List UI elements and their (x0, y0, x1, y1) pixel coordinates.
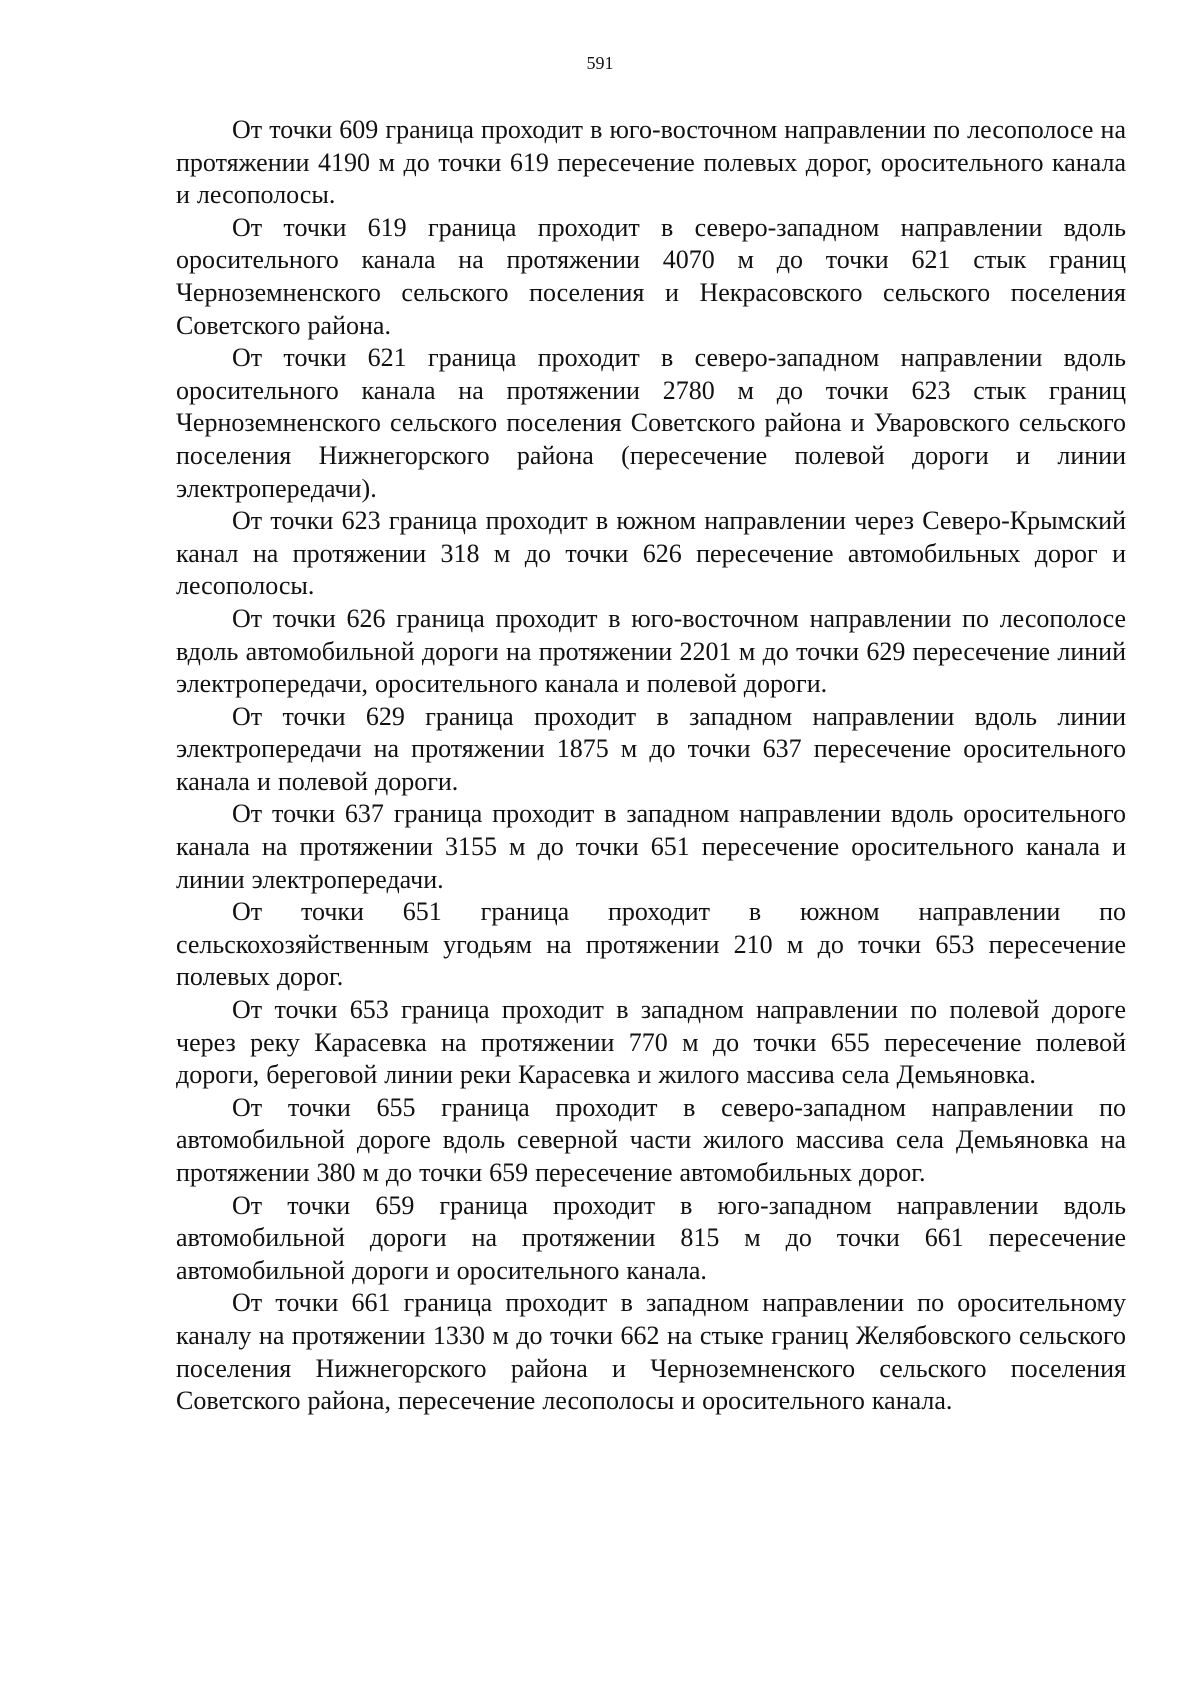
document-body (176, 114, 1126, 1418)
page-number: 591 (586, 53, 614, 73)
paragraph: От точки 626 граница проходит в юго-восточном направлении по лесополосе вдоль автомобильной дороги на протяжении 2201 м до точки 629 пересечение линий электропередачи, оросительного канала и полевой дороги. (176, 603, 1126, 699)
paragraph: От точки 609 граница проходит в юго-восточном направлении по лесополосе на протяжении 4190 м до точки 619 пересечение полевых дорог, оросительного канала и лесополосы. (176, 115, 1126, 210)
paragraph: От точки 637 граница проходит в западном направлении вдоль оросительного канала на протяжении 3155 м до точки 651 пересечение оросительного канала и линии электропередачи. (176, 799, 1126, 894)
paragraph: От точки 629 граница проходит в западном направлении вдоль линии электропередачи на протяжении 1875 м до точки 637 пересечение оросительного канала и полевой дороги. (176, 701, 1126, 796)
paragraph: От точки 623 граница проходит в южном направлении через Северо-Крымский канал на протяжении 318 м до точки 626 пересечение автомобильных дорог и лесополосы. (176, 506, 1126, 601)
paragraph: От точки 659 граница проходит в юго-западном направлении вдоль автомобильной дороги на протяжении 815 м до точки 661 пересечение автомобильной дороги и оросительного канала. (176, 1190, 1126, 1285)
paragraph: От точки 653 граница проходит в западном направлении по полевой дороге через реку Карасевка на протяжении 770 м до точки 655 пересечение полевой дороги, береговой линии реки Карасевка и жилого массива села Демьяновка. (176, 995, 1126, 1090)
paragraph: От точки 661 граница проходит в западном направлении по оросительному каналу на протяжении 1330 м до точки 662 на стыке границ Желябовского сельского поселения Нижнегорского района и Черноземненского сельского поселения Советского района, пересечение лесополосы и оросительного канала. (176, 1288, 1126, 1416)
paragraph: От точки 621 граница проходит в северо-западном направлении вдоль оросительного канала на протяжении 2780 м до точки 623 стык границ Черноземненского сельского поселения Советского района и Уваровского сельского поселения Нижнегорского района (пересечение полевой дороги и линии электропередачи). (176, 343, 1126, 503)
paragraph: От точки 651 граница проходит в южном направлении по сельскохозяйственным угодьям на протяжении 210 м до точки 653 пересечение полевых дорог. (176, 897, 1126, 992)
paragraph: От точки 655 граница проходит в северо-западном направлении по автомобильной дороге вдоль северной части жилого массива села Демьяновка на протяжении 380 м до точки 659 пересечение автомобильных дорог. (176, 1092, 1126, 1187)
paragraph: От точки 619 граница проходит в северо-западном направлении вдоль оросительного канала на протяжении 4070 м до точки 621 стык границ Черноземненского сельского поселения и Некрасовского сельского поселения Советского района. (176, 212, 1126, 340)
